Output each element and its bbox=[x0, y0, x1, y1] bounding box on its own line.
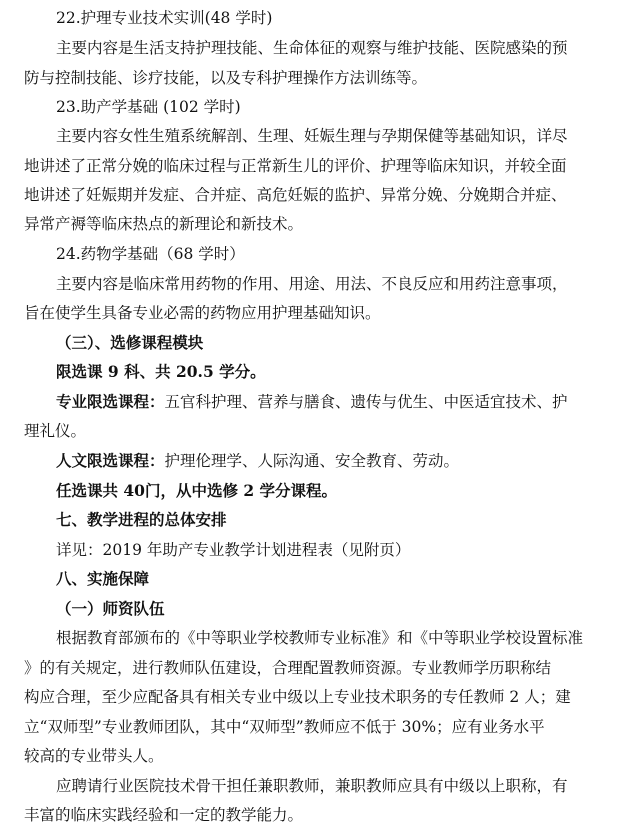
humanities-text: 护理伦理学、人际沟通、安全教育、劳动。 bbox=[164, 452, 460, 470]
major-restricted-line-1 bbox=[56, 392, 568, 412]
course-22-heading: 22.护理专业技术实训(48 学时) bbox=[56, 9, 273, 27]
humanities-restricted-line bbox=[56, 451, 459, 471]
major-restricted-label: 专业限选课程： bbox=[56, 392, 165, 411]
teachers-body-line-3: 构应合理，至少应配备具有相关专业中级以上专业技术职务的专任教师 2 人；建 bbox=[24, 688, 571, 706]
course-23-heading: 23.助产学基础 (102 学时) bbox=[56, 98, 241, 116]
course-24-body-line-2: 旨在使学生具备专业必需的药物应用护理基础知识。 bbox=[24, 304, 381, 322]
teachers-body-line-2: 》的有关规定，进行教师队伍建设，合理配置教师资源。专业教师学历职称结 bbox=[24, 659, 552, 677]
teachers-body-line-4: 立“双师型”专业教师团队，其中“双师型”教师应不低于 30%；应有业务水平 bbox=[24, 718, 545, 736]
course-23-body-line-3: 地讲述了妊娠期并发症、合并症、高危妊娠的监护、异常分娩、分娩期合并症、 bbox=[24, 186, 567, 204]
parttime-body-line-2: 丰富的临床实践经验和一定的教学能力。 bbox=[24, 806, 304, 824]
elective-module-heading: （三）、选修课程模块 bbox=[56, 333, 204, 352]
course-23-body-line-1: 主要内容女性生殖系统解剖、生理、妊娠生理与孕期保健等基础知识，详尽 bbox=[56, 127, 568, 145]
course-23-body-line-2: 地讲述了正常分娩的临床过程与正常新生儿的评价、护理等临床知识，并较全面 bbox=[24, 157, 567, 175]
parttime-body-line-1: 应聘请行业医院技术骨干担任兼职教师，兼职教师应具有中级以上职称，有 bbox=[56, 777, 568, 795]
restricted-summary: 限选课 9 科、共 20.5 学分。 bbox=[56, 362, 266, 381]
course-22-body-line-1: 主要内容是生活支持护理技能、生命体征的观察与维护技能、医院感染的预 bbox=[56, 39, 568, 57]
section-8-heading: 八、实施保障 bbox=[56, 569, 150, 588]
humanities-label: 人文限选课程： bbox=[56, 451, 165, 470]
section-7-text: 详见：2019 年助产专业教学计划进程表（见附页） bbox=[56, 541, 411, 559]
course-24-heading: 24.药物学基础（68 学时） bbox=[56, 245, 245, 263]
teachers-body-line-5: 较高的专业带头人。 bbox=[24, 747, 164, 765]
course-23-body-line-4: 异常产褥等临床热点的新理论和新技术。 bbox=[24, 215, 304, 233]
major-restricted-text: 五官科护理、营养与膳食、遗传与优生、中医适宜技术、护 bbox=[164, 393, 568, 411]
optional-summary: 任选课共 40门，从中选修 2 学分课程。 bbox=[56, 481, 338, 500]
course-22-body-line-2: 防与控制技能、诊疗技能，以及专科护理操作方法训练等。 bbox=[24, 69, 428, 87]
teachers-body-line-1: 根据教育部颁布的《中等职业学校教师专业标准》和《中等职业学校设置标准 bbox=[56, 629, 584, 647]
major-restricted-line-2: 理礼仪。 bbox=[24, 422, 87, 440]
section-7-heading: 七、教学进程的总体安排 bbox=[56, 510, 227, 529]
teachers-heading: （一）师资队伍 bbox=[56, 599, 165, 618]
course-24-body-line-1: 主要内容是临床常用药物的作用、用途、用法、不良反应和用药注意事项， bbox=[56, 275, 568, 293]
